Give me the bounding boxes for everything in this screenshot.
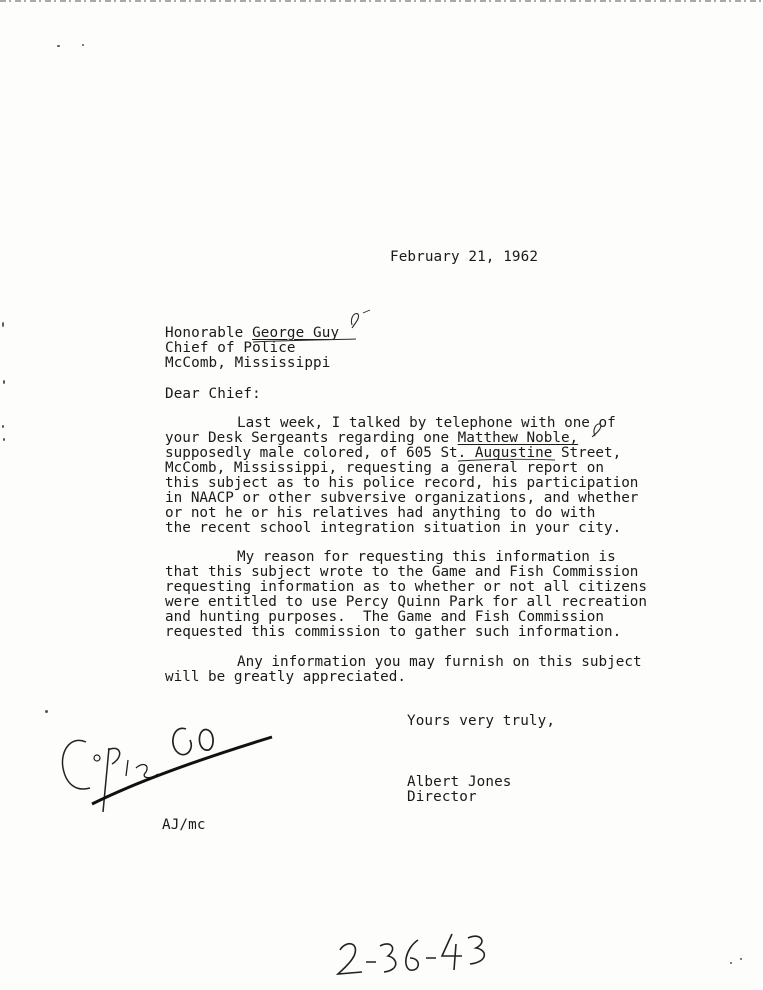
paragraph-line: this subject as to his police record, his participation — [165, 475, 639, 491]
paragraph-line: requested this commission to gather such information. — [165, 624, 622, 640]
paragraph-line: will be greatly appreciated. — [165, 669, 407, 685]
typist-initials: AJ/mc — [162, 817, 206, 833]
paragraph-line: or not he or his relatives had anything to do with — [165, 505, 596, 521]
handwriting-stroke — [406, 940, 418, 970]
signatory-title: Director — [407, 789, 477, 805]
handwriting-stroke — [380, 944, 396, 972]
recipient-name: George Guy — [252, 325, 340, 341]
paragraph-line: the recent school integration situation in your city. — [165, 520, 622, 536]
paragraph-line: requesting information as to whether or not all citizens — [165, 579, 648, 595]
paragraph-line: McComb, Mississippi, requesting a general report on — [165, 460, 604, 476]
paragraph-line: were entitled to use Percy Quinn Park for all recreation — [165, 594, 648, 610]
recipient-location: McComb, Mississippi — [165, 355, 331, 371]
paragraph-line: My reason for requesting this information is — [237, 549, 616, 565]
handwriting-stroke — [442, 934, 462, 970]
recipient-title: Chief of Police — [165, 340, 296, 356]
signatory-name: Albert Jones — [407, 774, 512, 790]
subject-name: Matthew Noble, — [457, 430, 579, 446]
closing: Yours very truly, — [407, 713, 556, 729]
recipient-honorific: Honorable — [165, 325, 253, 341]
paragraph-line: Last week, I talked by telephone with one of — [237, 415, 616, 431]
paragraph-line: supposedly male colored, of 605 St. Augustine Street, — [165, 445, 622, 461]
handwriting-stroke — [338, 944, 362, 974]
paragraph-line: that this subject wrote to the Game and Fish Commission — [165, 564, 639, 580]
paragraph-line: and hunting purposes. The Game and Fish Commission — [165, 609, 604, 625]
paragraph-line: in NAACP or other subversive organizations, and whether — [165, 490, 639, 506]
salutation: Dear Chief: — [165, 386, 261, 402]
letter-date: February 21, 1962 — [390, 249, 539, 265]
paragraph-line-start: your Desk Sergeants regarding one — [165, 430, 458, 446]
handwriting-stroke — [468, 936, 484, 964]
paragraph-line: Any information you may furnish on this subject — [237, 654, 642, 670]
